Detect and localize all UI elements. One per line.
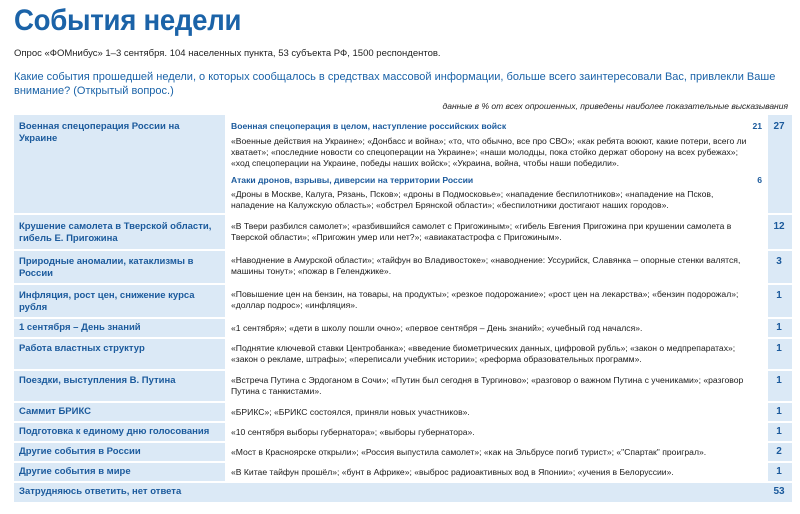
row-label: 1 сентября – День знаний bbox=[19, 322, 141, 333]
row-quotes: «Встреча Путина с Эрдоганом в Сочи»; «Путин был сегодня в Тургиново»; «разговор о важном Путина с учениками»; «разговор Путина с танкистами». bbox=[231, 375, 744, 396]
table-row bbox=[14, 115, 792, 213]
row-quotes: «Дроны в Москве, Калуга, Рязань, Псков»; «дроны в Подмосковье»; «нападение беспилотников»; «нападение на Псков, нападение на Калужскую область»; «обстрел Брянской области»; «беспилотники достигают наших городов». bbox=[231, 189, 714, 210]
row-value: 1 bbox=[776, 322, 782, 333]
row-quotes: «1 сентября»; «дети в школу пошли очно»; «первое сентября – День знаний»; «учебный год начался». bbox=[231, 323, 643, 333]
row-answers bbox=[227, 215, 766, 249]
row-value: 27 bbox=[773, 121, 785, 132]
row-label: Природные аномалии, катаклизмы в России bbox=[19, 256, 194, 279]
table-row bbox=[14, 339, 792, 369]
row-quotes: «Повышение цен на бензин, на товары, на продукты»; «резкое подорожание»; «рост цен на лекарства»; «бензин подорожал»; «доллар подрос»; «инфляция». bbox=[231, 289, 739, 310]
data-note: данные в % от всех опрошенных, приведены наиболее показательные высказывания bbox=[442, 101, 788, 111]
row-quotes: «Наводнение в Амурской области»; «тайфун во Владивостоке»; «наводнение: Уссурийск, Славянка – опорные стенки валятся, машины тонут»; «пожар в Геленджике». bbox=[231, 255, 741, 276]
row-quotes: «Мост в Красноярске открыли»; «Россия выпустила самолет»; «как на Эльбрусе погиб турист»; «"Спартак" проиграл». bbox=[231, 447, 707, 457]
survey-info: Опрос «ФОМнибус» 1–3 сентября. 104 населенных пункта, 53 субъекта РФ, 1500 респондентов. bbox=[14, 48, 441, 59]
row-value: 1 bbox=[776, 290, 782, 301]
row-value: 1 bbox=[776, 343, 782, 354]
subcategory-value: 6 bbox=[757, 175, 762, 185]
table-row bbox=[14, 403, 792, 421]
row-quotes: «10 сентября выборы губернатора»; «выборы губернатора». bbox=[231, 427, 475, 437]
subcategory-title: Военная спецоперация в целом, наступление российских войск bbox=[231, 121, 507, 131]
table-row bbox=[14, 483, 792, 502]
row-value: 1 bbox=[776, 426, 782, 437]
row-answers bbox=[227, 443, 766, 461]
table-row bbox=[14, 285, 792, 317]
row-value: 2 bbox=[776, 446, 782, 457]
subcategory-value: 21 bbox=[752, 121, 762, 131]
row-label: Работа властных структур bbox=[19, 343, 145, 354]
row-quotes: «БРИКС»; «БРИКС состоялся, приняли новых участников». bbox=[231, 407, 470, 417]
row-answers bbox=[227, 463, 766, 481]
results-table bbox=[14, 115, 792, 502]
row-value: 1 bbox=[776, 406, 782, 417]
row-answers bbox=[227, 339, 766, 369]
row-label: Другие события в мире bbox=[19, 466, 131, 477]
row-label: Крушение самолета в Тверской области, гибель Е. Пригожина bbox=[19, 221, 212, 244]
row-quotes: «Военные действия на Украине»; «Донбасс и война»; «то, что обычно, все про СВО»; «как ребята воюют, какие потери, всего ли хватает»; «последние новости со спецоперации на Украине»; «наши молодцы, пока стойко держат оборону на всех рубежах»; «ход спецоперации на Украине, победы наших войск»; «Украина, война, чтобы наши победили». bbox=[231, 136, 747, 168]
table-row bbox=[14, 463, 792, 481]
row-value: 3 bbox=[776, 256, 782, 267]
row-label: Другие события в России bbox=[19, 446, 141, 457]
row-label: Поездки, выступления В. Путина bbox=[19, 375, 176, 386]
table-row bbox=[14, 319, 792, 337]
row-answers bbox=[227, 115, 766, 213]
table-row bbox=[14, 251, 792, 283]
survey-question: Какие события прошедшей недели, о которых сообщалось в средствах массовой информации, больше всего заинтересовали Вас, привлекли Ваше внимание? (Открытый вопрос.) bbox=[14, 71, 776, 97]
row-label: Саммит БРИКС bbox=[19, 406, 91, 417]
row-answers bbox=[227, 403, 766, 421]
page-title: События недели bbox=[14, 4, 242, 37]
table-row bbox=[14, 215, 792, 249]
row-answers bbox=[227, 371, 766, 401]
row-label: Инфляция, рост цен, снижение курса рубля bbox=[19, 290, 195, 313]
row-label: Военная спецоперация России на Украине bbox=[19, 121, 180, 144]
row-quotes: «В Твери разбился самолет»; «разбившийся самолет с Пригожиным»; «гибель Евгения Пригожина при крушении самолета в Тверской области»; «Пригожин умер или нет?»; «авиакатастрофа с Пригожиным». bbox=[231, 221, 732, 242]
row-quotes: «Поднятие ключевой ставки Центробанка»; «введение биометрических данных, цифровой рубль»; «закон о медпрепаратах»; «закон о рекламе, штрафы»; «переписали учебник истории»; «реформа образовательных программ». bbox=[231, 343, 736, 364]
row-label: Затрудняюсь ответить, нет ответа bbox=[19, 486, 182, 497]
row-answers bbox=[227, 423, 766, 441]
row-answers bbox=[227, 251, 766, 283]
table-row bbox=[14, 423, 792, 441]
row-label: Подготовка к единому дню голосования bbox=[19, 426, 210, 437]
table-row bbox=[14, 371, 792, 401]
subcategory-title: Атаки дронов, взрывы, диверсии на территории России bbox=[231, 175, 474, 185]
row-quotes: «В Китае тайфун прошёл»; «бунт в Африке»; «выброс радиоактивных вод в Японии»; «учения в Белоруссии». bbox=[231, 467, 674, 477]
row-value: 53 bbox=[773, 486, 785, 497]
row-answers bbox=[227, 285, 766, 317]
row-value: 1 bbox=[776, 466, 782, 477]
row-answers bbox=[227, 319, 766, 337]
row-value: 12 bbox=[773, 221, 785, 232]
table-row bbox=[14, 443, 792, 461]
row-value: 1 bbox=[776, 375, 782, 386]
